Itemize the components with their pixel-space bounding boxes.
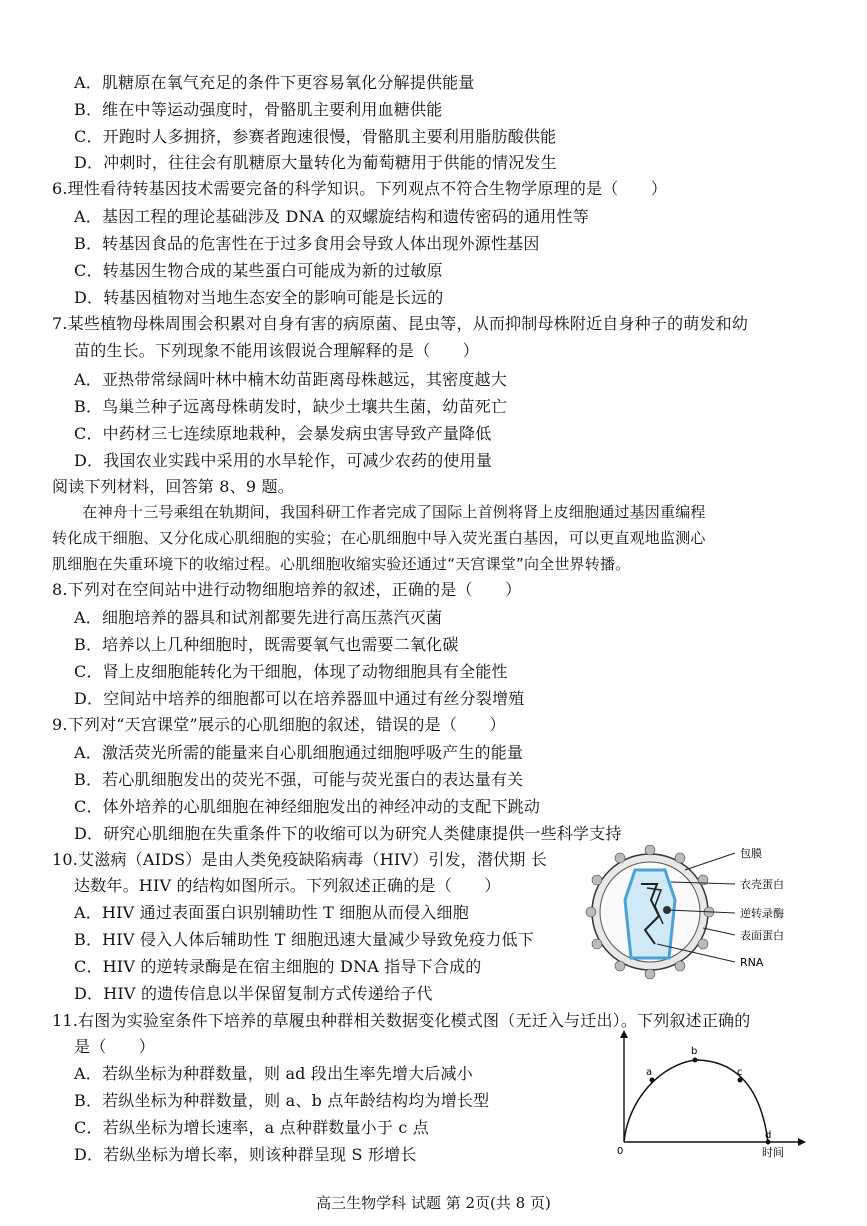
label-rna: RNA [740,956,764,969]
q6-stem: 6.理性看待转基因技术需要完备的科学知识。下列观点不符合生物学原理的是（ ） [52,179,668,198]
q11-stem-1: 11.右图为实验室条件下培养的草履虫种群相关数据变化模式图（无迁入与迁出）。下列叙述正确的 [52,1011,751,1030]
population-curve-graph [600,1030,810,1160]
q8-option-c: C．肾上皮细胞能转化为干细胞，体现了动物细胞具有全能性 [74,662,508,681]
q10-option-d: D．HIV 的遗传信息以半保留复制方式传递给子代 [74,984,433,1003]
q10-option-c: C．HIV 的逆转录酶是在宿主细胞的 DNA 指导下合成的 [74,957,482,976]
q9-option-c: C．体外培养的心肌细胞在神经细胞发出的神经冲动的支配下跳动 [74,797,541,816]
label-c: c [737,1067,743,1078]
q5-option-c: C．开跑时人多拥挤，参赛者跑速很慢，骨骼肌主要利用脂肪酸供能 [74,127,557,146]
q5-option-b: B．维在中等运动强度时，骨骼肌主要利用血糖供能 [74,100,443,119]
point-a [650,1078,655,1083]
q5-option-d: D．冲刺时，往往会有肌糖原大量转化为葡萄糖用于供能的情况发生 [74,153,557,172]
q10-stem-2: 达数年。HIV 的结构如图所示。下列叙述正确的是（ ） [74,876,501,895]
label-time-axis: 时间 [762,1146,784,1159]
material-line-2: 转化成干细胞、又分化成心肌细胞的实验；在心肌细胞中导入荧光蛋白基因，可以更直观地监测心 [52,529,706,547]
q11-stem-2: 是（ ） [74,1037,156,1056]
x-axis-arrow [798,1138,806,1146]
q7-stem-2: 苗的生长。下列现象不能用该假说合理解释的是（ ） [74,341,480,360]
y-axis-arrow [620,1030,628,1038]
q8-option-d: D．空间站中培养的细胞都可以在培养器皿中通过有丝分裂增殖 [74,689,525,708]
hiv-virion [586,845,714,979]
q11-option-a: A．若纵坐标为种群数量，则 ad 段出生率先增大后减小 [74,1064,473,1083]
q11-option-c: C．若纵坐标为增长速率，a 点种群数量小于 c 点 [74,1118,430,1137]
point-b [693,1058,698,1063]
label-capsid-protein: 衣壳蛋白 [740,878,784,891]
q9-option-b: B．若心肌细胞发出的荧光不强，可能与荧光蛋白的表达量有关 [74,770,524,789]
q8-option-a: A．细胞培养的器具和试剂都要先进行高压蒸汽灭菌 [74,608,443,627]
q6-option-d: D．转基因植物对当地生态安全的影响可能是长远的 [74,288,444,307]
q7-option-a: A．亚热带常绿阔叶林中楠木幼苗距离母株越远，其密度越大 [74,370,507,389]
q6-option-c: C．转基因生物合成的某些蛋白可能成为新的过敏原 [74,261,443,280]
label-d: d [765,1130,772,1141]
point-c [738,1078,743,1083]
page-footer: 高三生物学科 试题 第 2页(共 8 页) [316,1194,551,1212]
q7-option-d: D．我国农业实践中采用的水旱轮作，可减少农药的使用量 [74,451,493,470]
label-surface-protein: 表面蛋白 [740,929,784,942]
q9-option-a: A．激活荧光所需的能量来自心肌细胞通过细胞呼吸产生的能量 [74,743,524,762]
q6-option-b: B．转基因食品的危害性在于过多食用会导致人体出现外源性基因 [74,234,540,253]
material-line-3: 肌细胞在失重环境下的收缩过程。心肌细胞收缩实验还通过“天宫课堂”向全世界转播。 [52,555,631,573]
q8-stem: 8.下列对在空间站中进行动物细胞培养的叙述，正确的是（ ） [52,580,522,599]
hiv-structure-diagram [585,840,810,985]
label-reverse-transcriptase: 逆转录酶 [740,907,784,920]
material-line-1: 在神舟十三号乘组在轨期间，我国科研工作者完成了国际上首例将肾上皮细胞通过基因重编程 [52,503,706,521]
q10-stem-1: 10.艾滋病（AIDS）是由人类免疫缺陷病毒（HIV）引发，潜伏期 长 [52,850,548,869]
q11-option-b: B．若纵坐标为种群数量，则 a、b 点年龄结构均为增长型 [74,1091,490,1110]
q7-option-b: B．鸟巢兰种子远离母株萌发时，缺少土壤共生菌，幼苗死亡 [74,397,508,416]
q11-option-d: D．若纵坐标为增长率，则该种群呈现 S 形增长 [74,1145,417,1164]
q8-option-b: B．培养以上几种细胞时，既需要氧气也需要二氧化碳 [74,635,459,654]
label-a: a [646,1067,653,1078]
q9-stem: 9.下列对“天宫课堂”展示的心肌细胞的叙述，错误的是（ ） [52,715,506,734]
q6-option-a: A．基因工程的理论基础涉及 DNA 的双螺旋结构和遗传密码的通用性等 [74,207,589,226]
q9-option-d: D．研究心肌细胞在失重条件下的收缩可以为研究人类健康提供一些科学支持 [74,824,622,843]
q7-option-c: C．中药材三七连续原地栽种，会暴发病虫害导致产量降低 [74,424,492,443]
q10-option-a: A．HIV 通过表面蛋白识别辅助性 T 细胞从而侵入细胞 [74,903,469,922]
q7-stem-1: 7.某些植物母株周围会积累对自身有害的病原菌、昆虫等，从而抑制母株附近自身种子的萌发和幼 [52,314,749,333]
reading-instruction: 阅读下列材料，回答第 8、9 题。 [52,477,294,496]
q5-option-a: A．肌糖原在氧气充足的条件下更容易氧化分解提供能量 [74,73,475,92]
q10-option-b: B．HIV 侵入人体后辅助性 T 细胞迅速大量减少导致免疫力低下 [74,930,534,949]
label-envelope: 包膜 [740,847,762,860]
label-origin: 0 [617,1146,624,1157]
label-b: b [691,1046,698,1057]
